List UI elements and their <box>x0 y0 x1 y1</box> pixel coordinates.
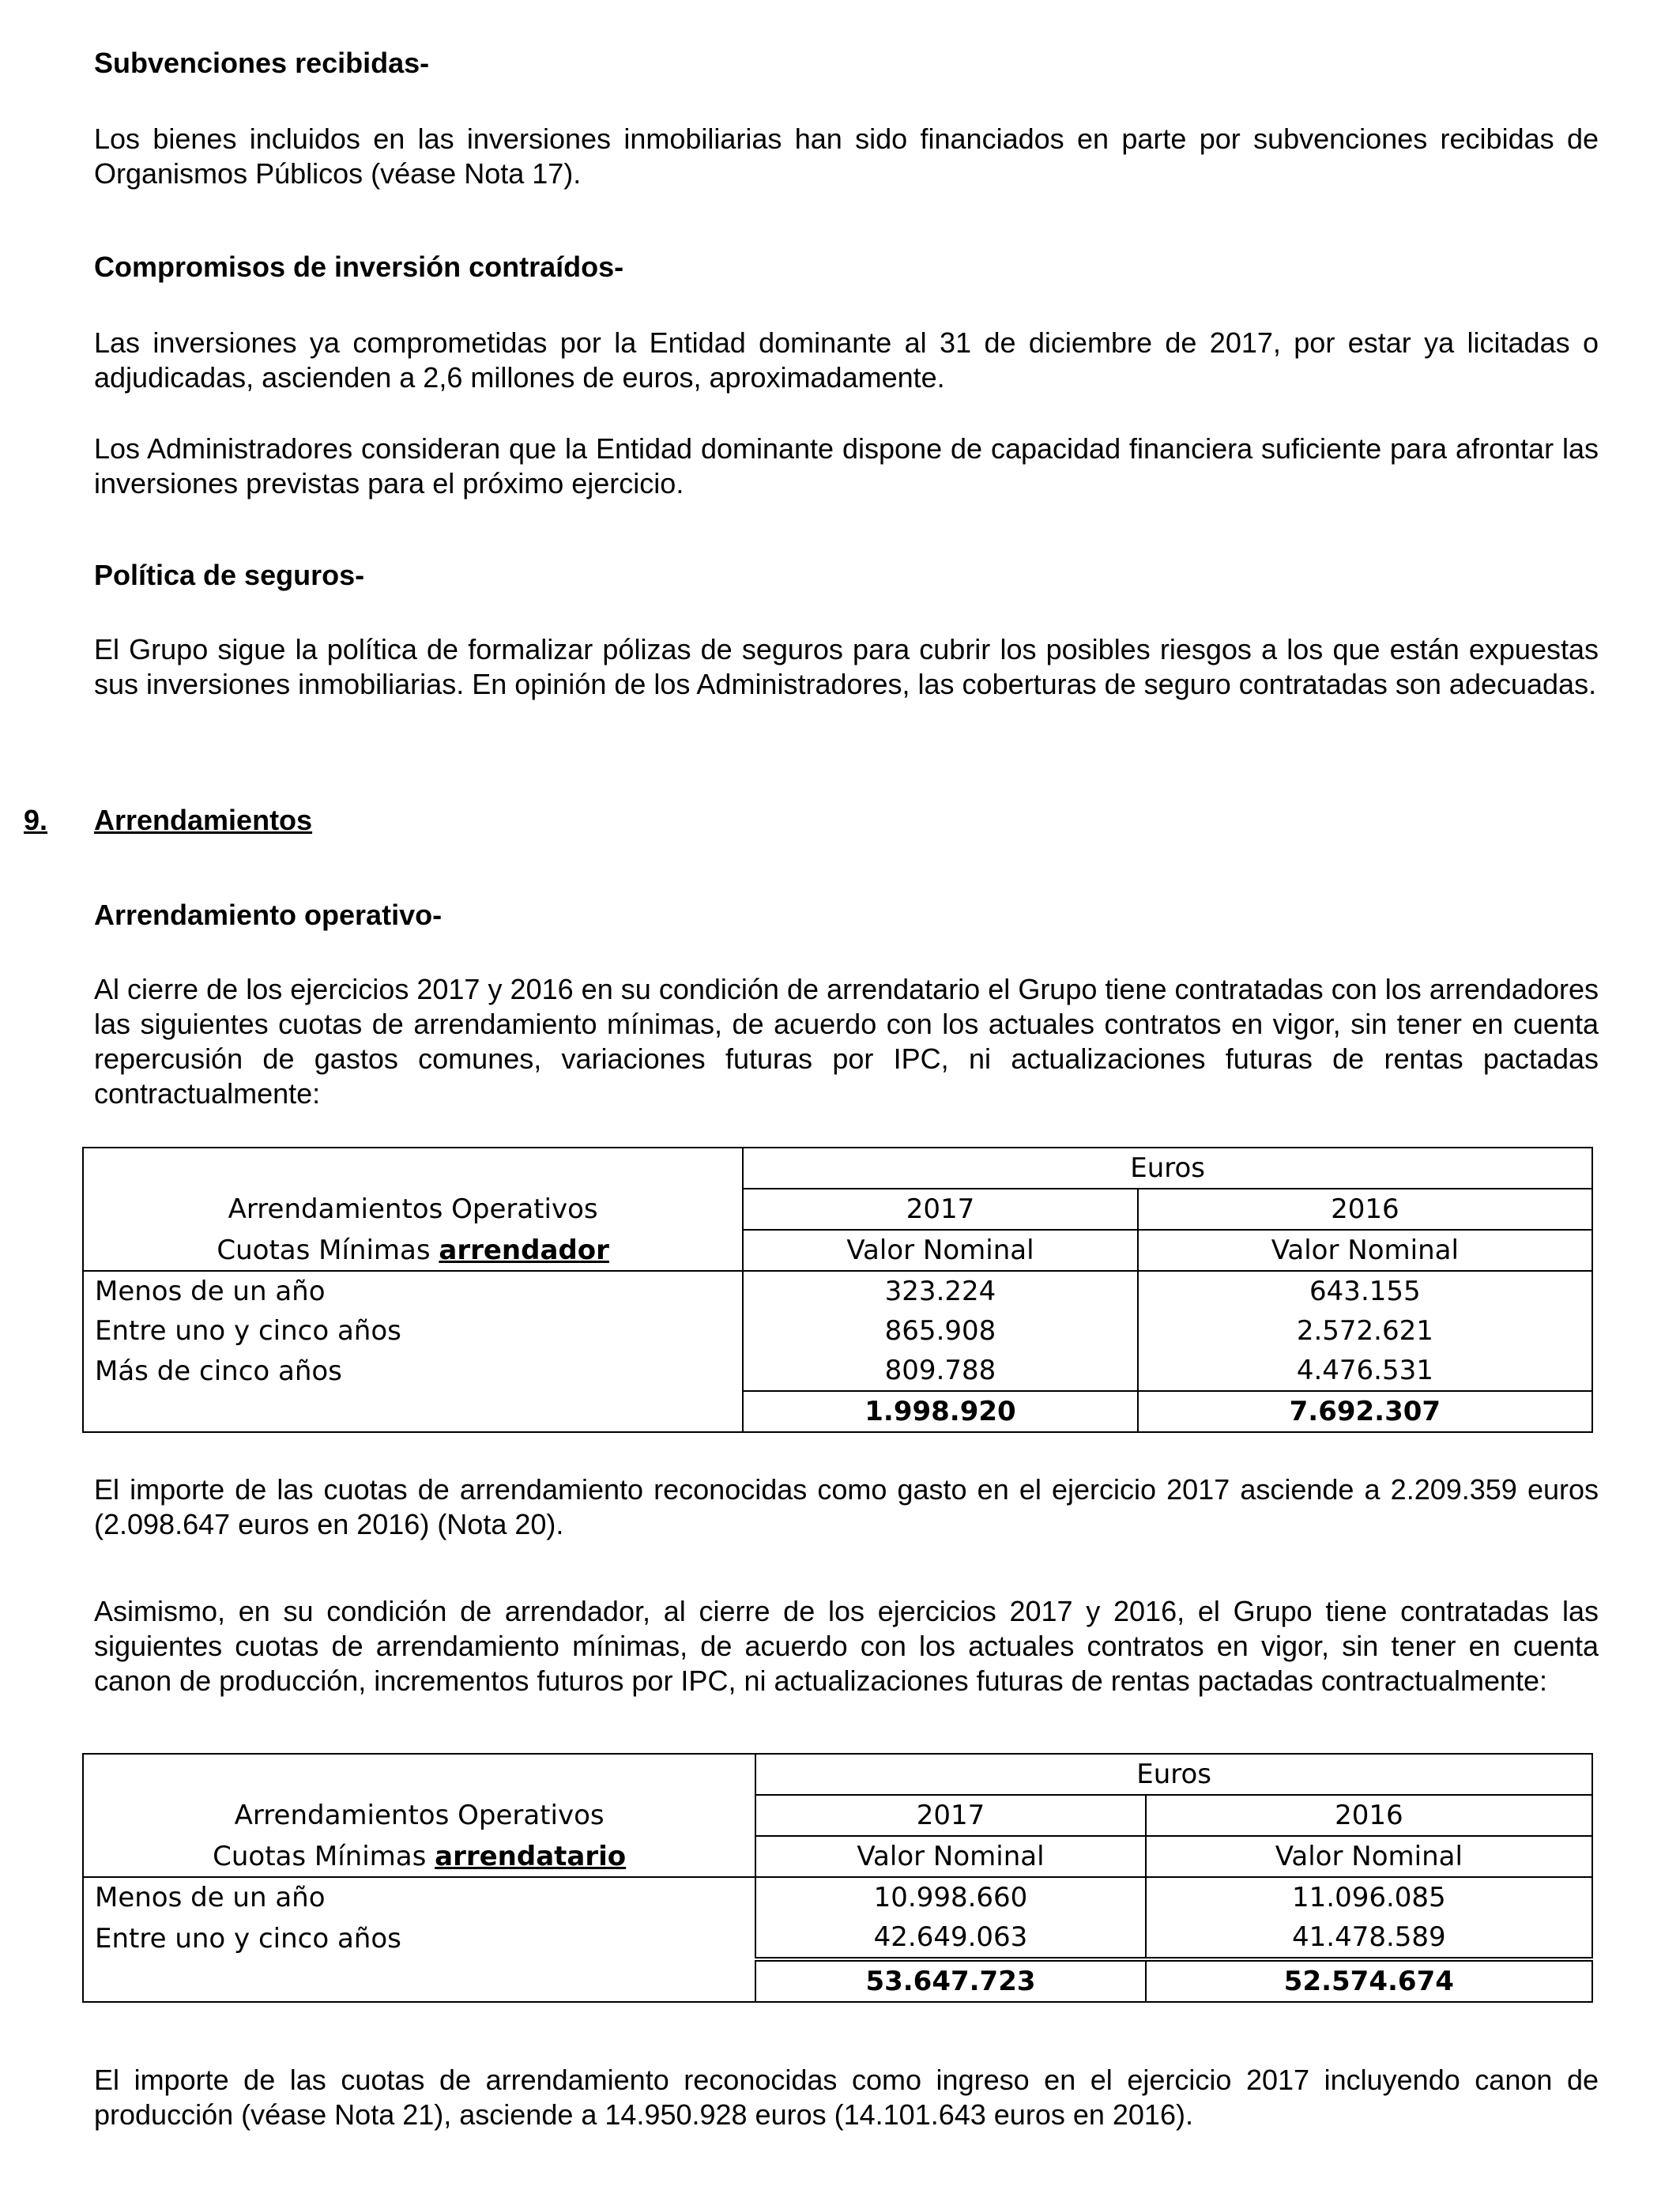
table-lessor <box>82 1753 1593 2003</box>
table-row: Menos de un año 323.224 643.155 <box>83 1271 1592 1311</box>
table-lessee <box>82 1147 1593 1433</box>
heading-subvenciones: Subvenciones recibidas- <box>94 47 430 79</box>
table-label-line2: Cuotas Mínimas arrendatario <box>83 1836 755 1877</box>
table-row: Entre uno y cinco años 42.649.063 41.478.589 <box>83 1917 1592 1959</box>
paragraph-compromisos-2: Los Administradores consideran que la Entidad dominante dispone de capacidad financiera suficiente para afrontar las inversiones previstas para el próximo ejercicio. <box>94 432 1599 499</box>
table-row: Entre uno y cinco años 865.908 2.572.621 <box>83 1311 1592 1351</box>
year-header-2017: 2017 <box>755 1795 1145 1836</box>
subheader-valor-nominal-2017: Valor Nominal <box>743 1230 1137 1271</box>
paragraph-arrendatario-intro: Al cierre de los ejercicios 2017 y 2016 en su condición de arrendatario el Grupo tiene contratadas con los arrendadores las siguientes cuotas de arrendamiento mínimas, de acuerdo con los actuales contratos en vigor, sin tener en cuenta repercusión de gastos comunes, variaciones futuras por IPC, ni actualizaciones futuras de rentas pactadas contractualmente: <box>94 973 1599 1110</box>
section-number: 9. <box>24 804 48 836</box>
section-9-heading <box>24 803 312 838</box>
heading-compromisos: Compromisos de inversión contraídos- <box>94 251 624 283</box>
table-label-line1: Arrendamientos Operativos <box>83 1795 755 1836</box>
subheader-valor-nominal-2017: Valor Nominal <box>755 1836 1145 1877</box>
year-header-2017: 2017 <box>743 1189 1137 1230</box>
year-header-2016: 2016 <box>1138 1189 1592 1230</box>
table-row: Más de cinco años 809.788 4.476.531 <box>83 1351 1592 1391</box>
table-label-line1: Arrendamientos Operativos <box>83 1189 743 1230</box>
year-header-2016: 2016 <box>1146 1795 1592 1836</box>
paragraph-ingreso: El importe de las cuotas de arrendamiento reconocidas como ingreso en el ejercicio 2017 incluyendo canon de producción (véase Nota 21), asciende a 14.950.928 euros (14.101.643 euros en 2016). <box>94 2064 1599 2131</box>
paragraph-compromisos-1: Las inversiones ya comprometidas por la Entidad dominante al 31 de diciembre de 2017, por estar ya licitadas o adjudicadas, ascienden a 2,6 millones de euros, aproximadamente. <box>94 326 1599 394</box>
table-label-line2: Cuotas Mínimas arrendador <box>83 1230 743 1271</box>
heading-seguros: Política de seguros- <box>94 559 365 591</box>
paragraph-gasto: El importe de las cuotas de arrendamiento reconocidas como gasto en el ejercicio 2017 asciende a 2.209.359 euros (2.098.647 euros en 2016) (Nota 20). <box>94 1473 1599 1540</box>
emphasis-arrendador: arrendador <box>439 1234 609 1266</box>
currency-header: Euros <box>743 1148 1592 1189</box>
subheader-valor-nominal-2016: Valor Nominal <box>1138 1230 1592 1271</box>
total-2017: 53.647.723 <box>755 1959 1145 2002</box>
total-2016: 7.692.307 <box>1138 1391 1592 1432</box>
emphasis-arrendatario: arrendatario <box>435 1840 627 1872</box>
paragraph-arrendador-intro: Asimismo, en su condición de arrendador, al cierre de los ejercicios 2017 y 2016, el Grupo tiene contratadas las siguientes cuotas de arrendamiento mínimas, de acuerdo con los actuales contratos en vigor, sin tener en cuenta canon de producción, incrementos futuros por IPC, ni actualizaciones futuras de rentas pactadas contractualmente: <box>94 1595 1599 1697</box>
section-title: Arrendamientos <box>94 804 313 836</box>
currency-header: Euros <box>755 1754 1592 1795</box>
subheader-valor-nominal-2016: Valor Nominal <box>1146 1836 1592 1877</box>
table-row: Menos de un año 10.998.660 11.096.085 <box>83 1877 1592 1917</box>
paragraph-subvenciones: Los bienes incluidos en las inversiones inmobiliarias han sido financiados en parte por subvenciones recibidas de Organismos Públicos (véase Nota 17). <box>94 123 1599 190</box>
heading-arrendamiento-operativo: Arrendamiento operativo- <box>94 899 443 931</box>
total-row <box>83 1391 1592 1432</box>
total-2017: 1.998.920 <box>743 1391 1137 1432</box>
total-row <box>83 1959 1592 2002</box>
paragraph-seguros: El Grupo sigue la política de formalizar pólizas de seguros para cubrir los posibles riesgos a los que están expuestas sus inversiones inmobiliarias. En opinión de los Administradores, las coberturas de seguro contratadas son adecuadas. <box>94 633 1599 700</box>
total-2016: 52.574.674 <box>1146 1959 1592 2002</box>
